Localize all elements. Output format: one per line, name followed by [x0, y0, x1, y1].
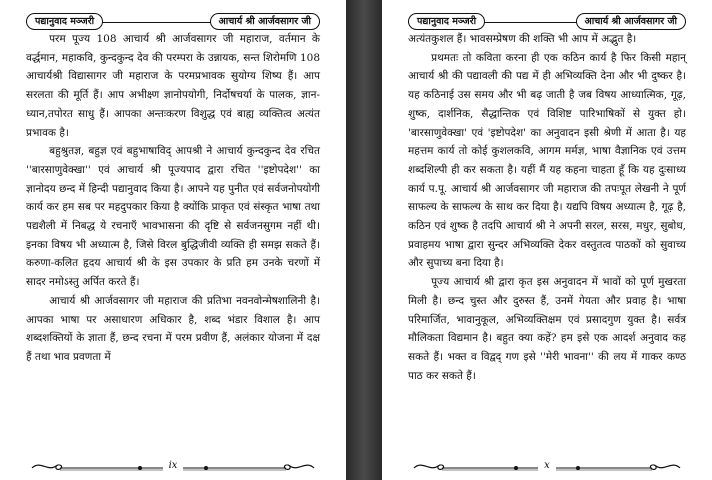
book-gutter: [346, 0, 382, 480]
page-number: ix: [163, 460, 184, 471]
paragraph: परम पूज्य 108 आचार्य श्री आर्जवसागर जी महाराज, वर्तमान के वर्द्धमान, महाकवि, कुन्दकुन्द देव की परम्परा के उन्नायक, सन्त शिरोमणि 108 आचार्यश्री विद्यासागर जी महाराज के परमप्रभावक सुयोग्य शिष्य हैं। आप सरलता की मूर्ति हैं। आप अभीक्ष्ण ज्ञानोपयोगी, निर्दोषचर्या के पालक, ज्ञान-ध्यान,तपोरत साधु हैं। आपका अन्तःकरण विशुद्ध एवं बाह्य व्यक्तित्व अत्यंत प्रभावक है।: [26, 33, 320, 139]
paragraph: पूज्य आचार्य श्री द्वारा कृत इस अनुवादन में भावों को पूर्ण मुखरता मिली है। छन्द चुस्त और दुरुस्त हैं, उनमें गेयता और प्रवाह है। भाषा परिमार्जित, भावानुकूल, अभिव्यक्तिक्षम एवं प्रसादगुण युक्त है। सर्वत्र मौलिकता विद्यमान है। बहुत क्या कहें? हम इसे एक आदर्श अनुवाद कह सकते हैं। भक्त व विद्वद् गण इसे ''मेरी भावना'' की लय में गाकर कण्ठ पाठ कर सकते हैं।: [408, 276, 686, 382]
header-author: आचार्य श्री आर्जवसागर जी: [210, 13, 321, 30]
footer-ornament: [30, 458, 316, 474]
page-left: [0, 0, 346, 480]
paragraph: बहुश्रुतज्ञ, बहुज्ञ एवं बहुभाषाविद् आपश्री ने आचार्य कुन्दकुन्द देव रचित ''बारसाणुवेक्खा'' एवं आचार्य श्री पूज्यपाद द्वारा रचित ''इष्टोपदेश'' का ज्ञानोदय छन्द में हिन्दी पद्यानुवाद किया है। आपने यह पुनीत एवं सर्वजनोपयोगी कार्य कर हम सब पर महदुपकार किया है क्योंकि प्राकृत एवं संस्कृत भाषा तथा पद्यशैली में निबद्ध ये रचनाएँ भावभासना की दृष्टि से सर्वजनसुगम नहीं थी। इनका विषय भी अध्यात्म है, जिसे विरल बुद्धिजीवी व्यक्ति ही समझ सकते हैं। करुणा-कलित हृदय आचार्य श्री के इस उपकार के प्रति हम उनके चरणों में सादर नमोऽस्तु अर्पित करते हैं।: [26, 145, 320, 289]
page-right: [382, 0, 712, 480]
running-header: [26, 10, 320, 28]
paragraph: आचार्य श्री आर्जवसागर जी महाराज की प्रतिभा नवनवोन्मेषशालिनी है। आपका भाषा पर असाधारण अधिकार है, शब्द भंडार विशाल है। आप शब्दशक्तियों के ज्ञाता हैं, छन्द रचना में परम प्रवीण हैं, अलंकार योजना में दक्ष हैं तथा भाव प्रवणता में: [26, 294, 320, 363]
page-number: x: [538, 460, 556, 471]
header-book-title: पद्यानुवाद मञ्जरी: [26, 13, 103, 30]
paragraph-continuation: अत्यंतकुशल हैं। भावसम्प्रेषण की शक्ति भी आप में अद्भुत है।: [408, 33, 637, 45]
footer-ornament: [412, 458, 682, 474]
paragraph: प्रथमतः तो कविता करना ही एक कठिन कार्य है फिर किसी महान् आचार्य श्री की पद्यावली की पद्य में ही अभिव्यक्ति देना और भी दुष्कर है। यह कठिनाई उस समय और भी बढ़ जाती है जब विषय आध्यात्मिक, गूढ़, शुष्क, दार्शनिक, सैद्धान्तिक एवं विशिष्ट पारिभाषिकों से युक्त हो। 'बारसाणुवेक्खा' एवं 'इष्टोपदेश' का अनुवादन इसी श्रेणी में आता है। यह महत्तम कार्य तो कोई कुशलकवि, आगम मर्मज्ञ, भाषा वैज्ञानिक एवं उत्तम शब्दशिल्पी ही कर सकता है। यहीं मैं यह कहना चाहता हूँ कि यह दुःसाध्य कार्य प.पू. आचार्य श्री आर्जवसागर जी महाराज की तपःपूत लेखनी ने पूर्ण साफल्य के साफल्य के साथ कर दिया है। यद्यपि विषय अध्यात्म है, गूढ़ है, कठिन एवं शुष्क है तदपि आचार्य श्री ने अपनी सरल, सरस, मधुर, सुबोध, प्रवाहमय भाषा द्वारा सुन्दर अभिव्यक्ति देकर वस्तुतत्व पाठकों को सुवाच्य और सुपाच्य बना दिया है।: [408, 51, 686, 270]
header-book-title: पद्यानुवाद मञ्जरी: [408, 13, 485, 30]
running-header: [408, 10, 686, 28]
page-body: [26, 30, 320, 367]
page-body: [408, 30, 686, 385]
header-author: आचार्य श्री आर्जवसागर जी: [576, 13, 687, 30]
